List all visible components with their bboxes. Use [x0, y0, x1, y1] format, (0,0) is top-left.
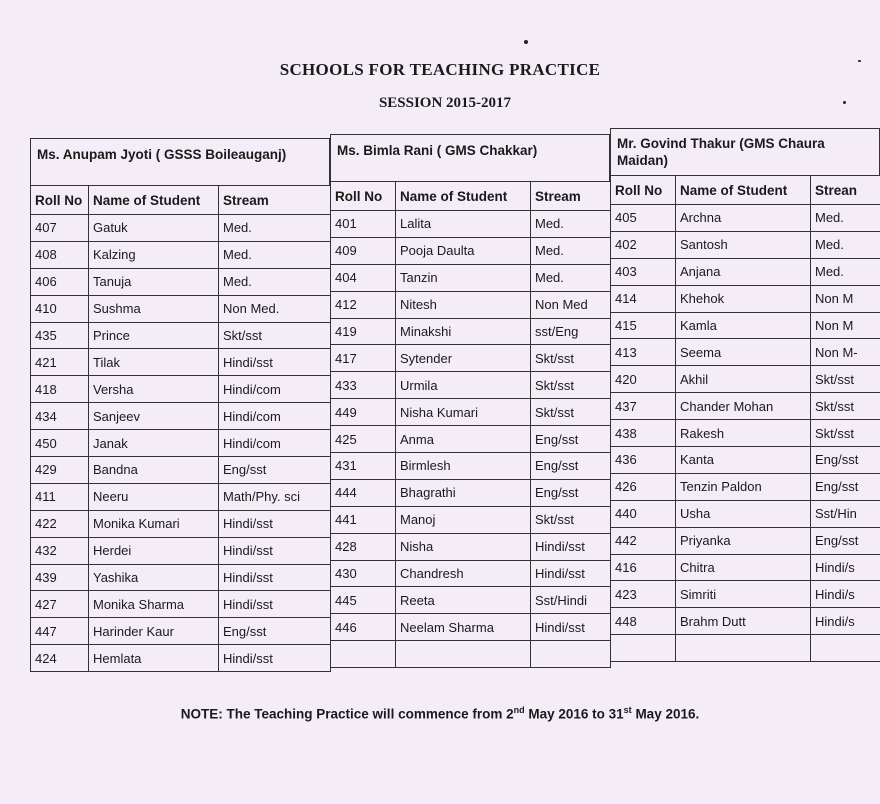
table-row	[31, 591, 331, 618]
roll-no-cell: 417	[331, 345, 396, 372]
roll-no-cell: 423	[611, 581, 676, 608]
roll-no-cell: 424	[31, 645, 89, 672]
stream-cell: Skt/sst	[531, 399, 611, 426]
student-name-cell: Tanuja	[89, 268, 219, 295]
note-middle: May 2016 to 31	[524, 706, 624, 722]
student-name-cell: Gatuk	[89, 215, 219, 242]
roll-no-cell: 428	[331, 533, 396, 560]
roll-no-cell: 434	[31, 403, 89, 430]
stream-cell: Eng/sst	[219, 618, 331, 645]
table-row	[331, 291, 611, 318]
roll-no-cell: 402	[611, 231, 676, 258]
group-panel-anupam-jyoti	[30, 138, 330, 672]
roll-no-cell: 447	[31, 618, 89, 645]
roll-no-cell: 406	[31, 268, 89, 295]
stream-cell: Math/Phy. sci	[219, 483, 331, 510]
roll-no-cell: 426	[611, 473, 676, 500]
table-row	[31, 215, 331, 242]
student-name-cell: Santosh	[676, 231, 811, 258]
table-row	[331, 641, 611, 668]
student-name-cell: Chandresh	[396, 560, 531, 587]
stream-cell: Skt/sst	[811, 420, 880, 447]
student-name-cell: Manoj	[396, 506, 531, 533]
stream-header: Stream	[219, 186, 331, 215]
roll-no-cell: 441	[331, 506, 396, 533]
table-row	[331, 479, 611, 506]
student-name-cell: Janak	[89, 430, 219, 457]
student-name-cell: Lalita	[396, 211, 531, 238]
student-name-cell: Tilak	[89, 349, 219, 376]
roll-no-cell: 412	[331, 291, 396, 318]
student-name-cell: Usha	[676, 500, 811, 527]
student-name-cell: Neeru	[89, 483, 219, 510]
stream-cell: Hindi/sst	[531, 560, 611, 587]
table-row	[331, 560, 611, 587]
teacher-heading	[610, 128, 880, 175]
roll-no-header: Roll No	[331, 182, 396, 211]
student-name-cell: Simriti	[676, 581, 811, 608]
student-name-cell: Anma	[396, 426, 531, 453]
session-heading: SESSION 2015-2017	[378, 95, 512, 111]
table-row	[611, 473, 880, 500]
student-name-cell: Anjana	[676, 258, 811, 285]
stream-cell: Hindi/com	[219, 403, 331, 430]
student-name-cell: Kalzing	[89, 241, 219, 268]
stream-cell	[811, 635, 880, 662]
student-name-cell: Yashika	[89, 564, 219, 591]
table-row	[31, 322, 331, 349]
note-sup-nd: nd	[513, 705, 525, 715]
student-name-header: Name of Student	[676, 176, 811, 205]
stream-cell: Skt/sst	[811, 366, 880, 393]
stream-cell: Med.	[531, 237, 611, 264]
student-name-cell: Nisha Kumari	[396, 399, 531, 426]
stream-cell: Med.	[811, 258, 880, 285]
student-name-cell: Akhil	[676, 366, 811, 393]
scan-speck	[843, 101, 846, 104]
student-name-cell: Tanzin	[396, 264, 531, 291]
stream-cell: Non Med.	[219, 295, 331, 322]
student-name-cell: Nisha	[396, 533, 531, 560]
stream-cell: Non M	[811, 312, 880, 339]
stream-cell: Sst/Hin	[811, 500, 880, 527]
student-name-cell: Bhagrathi	[396, 479, 531, 506]
student-name-cell	[396, 641, 531, 668]
table-row	[331, 614, 611, 641]
student-name-cell: Minakshi	[396, 318, 531, 345]
roll-no-header: Roll No	[31, 186, 89, 215]
table-row	[611, 635, 880, 662]
table-row	[331, 453, 611, 480]
table-row	[31, 349, 331, 376]
stream-cell: Eng/sst	[531, 453, 611, 480]
note-sup-st: st	[623, 705, 632, 715]
roll-no-cell: 410	[31, 295, 89, 322]
roll-no-cell: 420	[611, 366, 676, 393]
stream-cell: Non M	[811, 285, 880, 312]
student-name-cell: Harinder Kaur	[89, 618, 219, 645]
scan-speck	[524, 40, 528, 44]
stream-cell: Hindi/sst	[219, 510, 331, 537]
student-name-cell: Sushma	[89, 295, 219, 322]
table-row	[331, 533, 611, 560]
stream-cell: Hindi/s	[811, 554, 880, 581]
student-name-cell: Hemlata	[89, 645, 219, 672]
student-name-cell	[676, 635, 811, 662]
student-name-cell: Sytender	[396, 345, 531, 372]
roll-no-cell: 414	[611, 285, 676, 312]
table-row	[611, 420, 880, 447]
roll-no-cell: 425	[331, 426, 396, 453]
stream-cell: Hindi/sst	[219, 591, 331, 618]
table-row	[331, 399, 611, 426]
stream-cell: Eng/sst	[811, 473, 880, 500]
roll-no-cell: 449	[331, 399, 396, 426]
stream-cell: Med.	[811, 205, 880, 232]
roll-no-cell: 432	[31, 537, 89, 564]
roll-no-cell: 411	[31, 483, 89, 510]
student-name-cell: Kanta	[676, 447, 811, 474]
table-row	[611, 258, 880, 285]
stream-cell: Hindi/s	[811, 581, 880, 608]
stream-cell: Skt/sst	[531, 372, 611, 399]
student-name-cell: Archna	[676, 205, 811, 232]
group-panel-bimla-rani	[330, 134, 610, 668]
stream-cell: sst/Eng	[531, 318, 611, 345]
table-row	[331, 264, 611, 291]
table-row	[31, 483, 331, 510]
roll-no-cell: 409	[331, 237, 396, 264]
roll-no-cell: 413	[611, 339, 676, 366]
roll-no-cell: 427	[31, 591, 89, 618]
teacher-heading: Ms. Bimla Rani ( GMS Chakkar)	[330, 134, 610, 181]
roll-no-cell: 444	[331, 479, 396, 506]
roll-no-cell: 442	[611, 527, 676, 554]
stream-cell: Hindi/sst	[531, 533, 611, 560]
roll-no-cell: 433	[331, 372, 396, 399]
roll-no-cell: 440	[611, 500, 676, 527]
stream-cell: Hindi/sst	[219, 349, 331, 376]
roll-no-cell: 438	[611, 420, 676, 447]
roll-no-cell: 415	[611, 312, 676, 339]
student-name-cell: Tenzin Paldon	[676, 473, 811, 500]
table-row	[331, 372, 611, 399]
note-text	[0, 705, 880, 722]
table-row	[31, 403, 331, 430]
roll-no-cell: 448	[611, 608, 676, 635]
roll-no-cell	[611, 635, 676, 662]
group-panel-govind-thakur	[610, 128, 880, 662]
table-row	[611, 312, 880, 339]
note-prefix: NOTE: The Teaching Practice will commence from 2	[180, 706, 514, 722]
teacher-heading-line1: Mr. Govind Thakur (GMS Chaura	[617, 136, 825, 151]
stream-cell: Eng/sst	[811, 527, 880, 554]
student-name-cell: Priyanka	[676, 527, 811, 554]
note-suffix: May 2016.	[631, 706, 700, 722]
roll-no-cell: 416	[611, 554, 676, 581]
table-row	[31, 241, 331, 268]
student-name-cell: Prince	[89, 322, 219, 349]
table-row	[331, 426, 611, 453]
stream-cell: Hindi/com	[219, 430, 331, 457]
stream-cell: Hindi/s	[811, 608, 880, 635]
student-table	[330, 181, 611, 668]
roll-no-cell: 404	[331, 264, 396, 291]
table-row	[31, 618, 331, 645]
stream-cell: Med.	[219, 215, 331, 242]
table-row	[31, 537, 331, 564]
roll-no-cell: 421	[31, 349, 89, 376]
stream-cell: Eng/sst	[531, 426, 611, 453]
student-name-cell: Monika Kumari	[89, 510, 219, 537]
roll-no-cell: 431	[331, 453, 396, 480]
stream-cell: Skt/sst	[531, 345, 611, 372]
student-name-cell: Chander Mohan	[676, 393, 811, 420]
student-name-cell: Urmila	[396, 372, 531, 399]
stream-cell: Med.	[531, 211, 611, 238]
roll-no-header: Roll No	[611, 176, 676, 205]
roll-no-cell: 436	[611, 447, 676, 474]
document-heading: SCHOOLS FOR TEACHING PRACTICE	[279, 60, 601, 79]
stream-header: Strean	[811, 176, 880, 205]
roll-no-cell: 446	[331, 614, 396, 641]
table-row	[611, 366, 880, 393]
stream-cell: Eng/sst	[811, 447, 880, 474]
roll-no-cell: 429	[31, 457, 89, 484]
teacher-heading: Ms. Anupam Jyoti ( GSSS Boileauganj)	[30, 138, 330, 185]
student-name-cell: Neelam Sharma	[396, 614, 531, 641]
roll-no-cell: 405	[611, 205, 676, 232]
stream-cell: Eng/sst	[531, 479, 611, 506]
roll-no-cell: 408	[31, 241, 89, 268]
stream-cell: Med.	[219, 241, 331, 268]
stream-cell: Hindi/com	[219, 376, 331, 403]
table-row	[331, 587, 611, 614]
table-row	[31, 457, 331, 484]
table-row	[611, 393, 880, 420]
table-row	[31, 564, 331, 591]
scan-speck	[858, 60, 861, 62]
table-row	[31, 295, 331, 322]
roll-no-cell: 450	[31, 430, 89, 457]
table-row	[31, 645, 331, 672]
table-row	[331, 211, 611, 238]
roll-no-cell: 407	[31, 215, 89, 242]
stream-cell: Hindi/sst	[219, 564, 331, 591]
stream-cell: Med.	[531, 264, 611, 291]
student-name-header: Name of Student	[89, 186, 219, 215]
table-row	[331, 318, 611, 345]
stream-cell: Med.	[219, 268, 331, 295]
student-name-cell: Brahm Dutt	[676, 608, 811, 635]
table-row	[31, 268, 331, 295]
student-name-cell: Chitra	[676, 554, 811, 581]
student-name-cell: Birmlesh	[396, 453, 531, 480]
roll-no-cell: 445	[331, 587, 396, 614]
roll-no-cell: 437	[611, 393, 676, 420]
stream-cell: Skt/sst	[219, 322, 331, 349]
student-name-cell: Bandna	[89, 457, 219, 484]
table-row	[611, 581, 880, 608]
roll-no-cell	[331, 641, 396, 668]
stream-cell: Med.	[811, 231, 880, 258]
student-name-cell: Khehok	[676, 285, 811, 312]
roll-no-cell: 435	[31, 322, 89, 349]
table-row	[611, 527, 880, 554]
table-row	[31, 376, 331, 403]
roll-no-cell: 403	[611, 258, 676, 285]
stream-cell: Skt/sst	[811, 393, 880, 420]
table-row	[331, 506, 611, 533]
student-name-cell: Rakesh	[676, 420, 811, 447]
student-name-cell: Herdei	[89, 537, 219, 564]
table-row	[611, 608, 880, 635]
table-row	[31, 430, 331, 457]
table-row	[331, 237, 611, 264]
teacher-heading-line2: Maidan)	[617, 153, 669, 168]
table-row	[611, 554, 880, 581]
table-row	[611, 205, 880, 232]
table-row	[331, 345, 611, 372]
table-row	[611, 231, 880, 258]
stream-cell: Hindi/sst	[219, 645, 331, 672]
table-row	[611, 500, 880, 527]
student-name-cell: Sanjeev	[89, 403, 219, 430]
stream-cell: Hindi/sst	[219, 537, 331, 564]
student-name-cell: Monika Sharma	[89, 591, 219, 618]
student-name-cell: Pooja Daulta	[396, 237, 531, 264]
stream-cell: Skt/sst	[531, 506, 611, 533]
roll-no-cell: 418	[31, 376, 89, 403]
roll-no-cell: 422	[31, 510, 89, 537]
student-name-cell: Kamla	[676, 312, 811, 339]
roll-no-cell: 430	[331, 560, 396, 587]
stream-cell: Non Med	[531, 291, 611, 318]
table-row	[611, 285, 880, 312]
roll-no-cell: 439	[31, 564, 89, 591]
student-name-cell: Nitesh	[396, 291, 531, 318]
stream-cell: Sst/Hindi	[531, 587, 611, 614]
stream-cell: Hindi/sst	[531, 614, 611, 641]
roll-no-cell: 419	[331, 318, 396, 345]
stream-cell: Non M-	[811, 339, 880, 366]
student-table	[30, 185, 331, 672]
table-row	[611, 339, 880, 366]
stream-header: Stream	[531, 182, 611, 211]
stream-cell: Eng/sst	[219, 457, 331, 484]
table-row	[31, 510, 331, 537]
student-name-cell: Versha	[89, 376, 219, 403]
student-name-header: Name of Student	[396, 182, 531, 211]
roll-no-cell: 401	[331, 211, 396, 238]
student-table	[610, 175, 880, 662]
table-row	[611, 447, 880, 474]
student-name-cell: Seema	[676, 339, 811, 366]
student-name-cell: Reeta	[396, 587, 531, 614]
stream-cell	[531, 641, 611, 668]
